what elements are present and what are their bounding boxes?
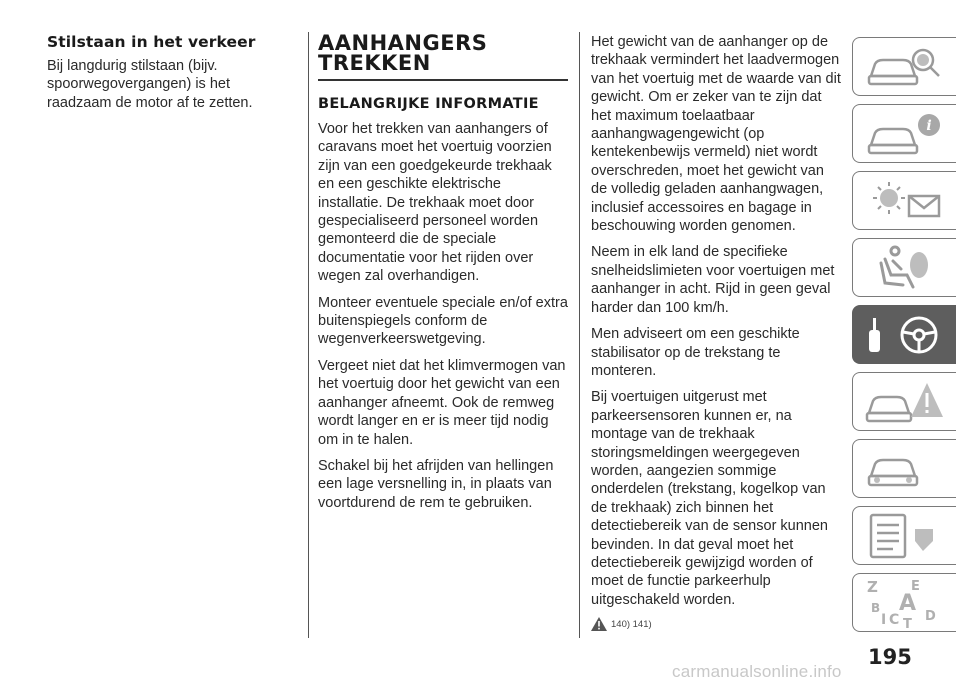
paragraph: Het gewicht van de aanhanger op de trekhaak vermindert het laadvermogen van het voertuig met de waarde van dit gewicht. Om er zeker van te zijn dat het maximum toelaatbaar aanhangwagengewicht (op kentekenbewijs vermeld) niet wordt overschreden, moet het gewicht van de volledig geladen aanhangwagen, inclusief accessoires en bagage in beschouwing worden genomen.	[591, 34, 841, 235]
middle-column	[318, 33, 568, 520]
chapter-tabs	[852, 0, 960, 686]
seat-airbag-icon	[863, 243, 947, 293]
paragraph: Neem in elk land de specifieke snelheidslimieten voor voertuigen met aanhanger in acht. Rijd in geen geval harder dan 100 km/h.	[591, 244, 835, 316]
car-service-icon	[863, 444, 947, 494]
paragraph: Bij voertuigen uitgerust met parkeersensoren kunnen er, na montage van de trekhaak storingsmeldingen weergegeven worden, aangezien sommige onderdelen (trekstang, kogelkop van de trekhaak) zich binnen het detectiebereik van de sensor kunnen bevinden. In dat geval moet het detectiebereik gewijzigd worden of moet de functie parkeerhulp uitgeschakeld worden.	[591, 389, 828, 608]
paragraph: Vergeet niet dat het klimvermogen van het voertuig door het gewicht van een aanhanger afneemt. Ook de remweg wordt langer en er is meer tijd nodig om in te halen.	[318, 357, 566, 448]
paragraph: Voor het trekken van aanhangers of caravans moet het voertuig voorzien zijn van een goedgekeurde trekhaak en een geschikte elektrische installatie. De trekhaak moet door gespecialiseerd personeel worden gemonteerd die de speciale documentatie voor het rijden over wegen zal overhandigen.	[318, 121, 552, 285]
tab-index[interactable]	[852, 573, 956, 632]
watermark: carmanualsonline.info	[672, 662, 842, 681]
svg-text:C: C	[889, 612, 900, 628]
column-divider	[579, 32, 580, 638]
paragraph: Monteer eventuele speciale en/of extra buitenspiegels conform de wegenverkeerswetgeving.	[318, 294, 568, 348]
tab-car-info[interactable]	[852, 104, 956, 163]
key-steering-wheel-icon	[863, 310, 947, 360]
warning-lights-icon	[863, 176, 947, 226]
car-magnifier-icon	[863, 42, 947, 92]
tab-seat-airbag[interactable]	[852, 238, 956, 297]
car-info-icon	[863, 109, 947, 159]
tab-emergency[interactable]	[852, 372, 956, 431]
right-column	[591, 33, 841, 631]
chapter-title: AANHANGERS TREKKEN	[318, 31, 488, 75]
paragraph: Men adviseert om een geschikte stabilisator op de trekstang te monteren.	[591, 326, 800, 379]
svg-text:B: B	[871, 601, 881, 615]
svg-text:i: i	[926, 118, 932, 134]
warning-refs-text: 140) 141)	[611, 618, 652, 630]
tab-car-magnifier[interactable]	[852, 37, 956, 96]
warning-reference	[591, 617, 841, 631]
section-subtitle: BELANGRIJKE INFORMATIE	[318, 96, 539, 112]
svg-text:I: I	[881, 612, 887, 628]
paragraph-idling: Bij langdurig stilstaan (bijv. spoorwegovergangen) is het raadzaam de motor af te zetten.	[47, 58, 253, 111]
warning-triangle-icon	[591, 617, 607, 631]
title-underline	[318, 79, 568, 81]
page-number: 195	[868, 645, 912, 669]
car-warning-triangle-icon	[863, 377, 947, 427]
svg-text:Z: Z	[867, 578, 878, 596]
svg-text:D: D	[925, 609, 936, 624]
tab-warning-lights[interactable]	[852, 171, 956, 230]
svg-text:A: A	[899, 591, 917, 616]
svg-text:E: E	[911, 579, 920, 594]
alphabetical-index-icon	[863, 578, 947, 628]
section-heading-idling: Stilstaan in het verkeer	[47, 33, 256, 51]
svg-text:T: T	[903, 617, 912, 628]
column-divider	[308, 32, 309, 638]
tab-starting-driving[interactable]	[852, 305, 956, 364]
paragraph: Schakel bij het afrijden van hellingen een lage versnelling in, in plaats van voortdurend de rem te gebruiken.	[318, 457, 554, 511]
tab-maintenance[interactable]	[852, 439, 956, 498]
technical-data-icon	[863, 511, 947, 561]
left-column	[47, 33, 292, 120]
tab-technical-data[interactable]	[852, 506, 956, 565]
